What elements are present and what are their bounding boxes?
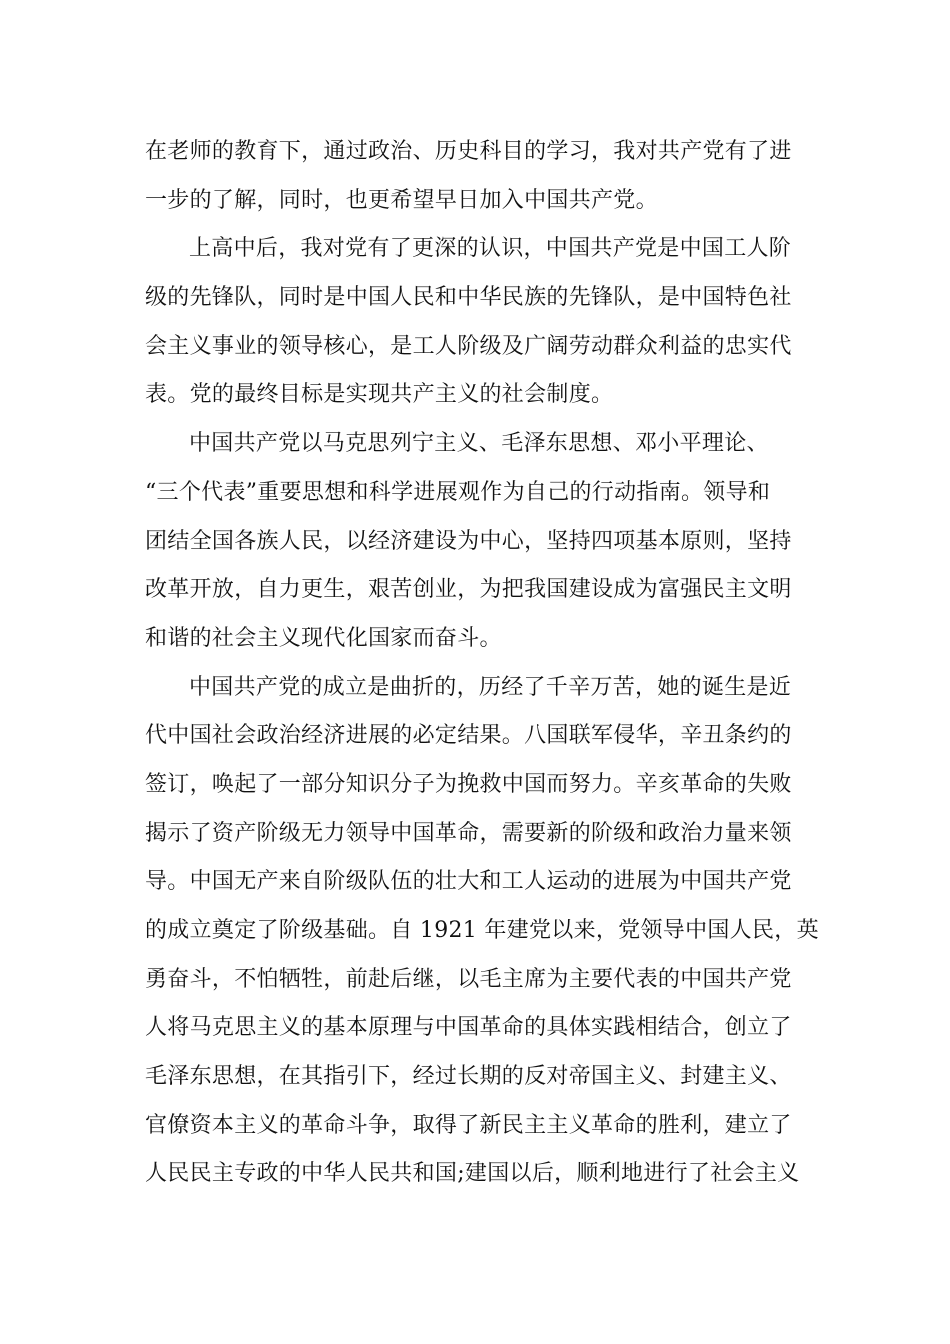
text-line: 在老师的教育下，通过政治、历史科目的学习，我对共产党有了进 xyxy=(145,139,792,164)
text-line: 改革开放，自力更生，艰苦创业，为把我国建设成为富强民主文明 xyxy=(145,577,792,603)
text-line: 人将马克思主义的基本原理与中国革命的具体实践相结合，创立了 xyxy=(145,1015,792,1041)
text-line: 勇奋斗，不怕牺牲，前赴后继，以毛主席为主要代表的中国共产党 xyxy=(145,966,792,992)
text-line: 签订，唤起了一部分知识分子为挽救中国而努力。辛亥革命的失败 xyxy=(145,771,792,797)
text-line: 中国共产党的成立是曲折的，历经了千辛万苦，她的诞生是近 xyxy=(189,674,792,700)
text-line: “三个代表”重要思想和科学进展观作为自己的行动指南。领导和 xyxy=(145,479,771,505)
text-line: 会主义事业的领导核心，是工人阶级及广阔劳动群众利益的忠实代 xyxy=(145,333,792,359)
text-line: 代中国社会政治经济进展的必定结果。八国联军侵华，辛丑条约的 xyxy=(145,723,792,749)
text-line: 团结全国各族人民，以经济建设为中心，坚持四项基本原则，坚持 xyxy=(145,528,792,554)
text-line: 揭示了资产阶级无力领导中国革命，需要新的阶级和政治力量来领 xyxy=(145,820,792,846)
text-line: 上高中后，我对党有了更深的认识，中国共产党是中国工人阶 xyxy=(189,236,792,262)
text-line: 表。党的最终目标是实现共产主义的社会制度。 xyxy=(145,382,614,408)
text-line: 一步的了解，同时，也更希望早日加入中国共产党。 xyxy=(145,187,658,213)
text-line: 官僚资本主义的革命斗争，取得了新民主主义革命的胜利，建立了 xyxy=(145,1112,792,1138)
text-line: 人民民主专政的中华人民共和国;建国以后，顺利地进行了社会主义 xyxy=(145,1161,800,1187)
text-line: 和谐的社会主义现代化国家而奋斗。 xyxy=(145,625,502,651)
text-line: 中国共产党以马克思列宁主义、毛泽东思想、邓小平理论、 xyxy=(189,431,769,457)
text-line: 毛泽东思想，在其指引下，经过长期的反对帝国主义、封建主义、 xyxy=(145,1064,792,1090)
text-line: 级的先锋队，同时是中国人民和中华民族的先锋队，是中国特色社 xyxy=(145,285,792,311)
text-line: 的成立奠定了阶级基础。自 1921 年建党以来，党领导中国人民，英 xyxy=(145,918,819,943)
document-body xyxy=(145,128,819,1199)
text-line: 导。中国无产来自阶级队伍的壮大和工人运动的进展为中国共产党 xyxy=(145,869,792,895)
